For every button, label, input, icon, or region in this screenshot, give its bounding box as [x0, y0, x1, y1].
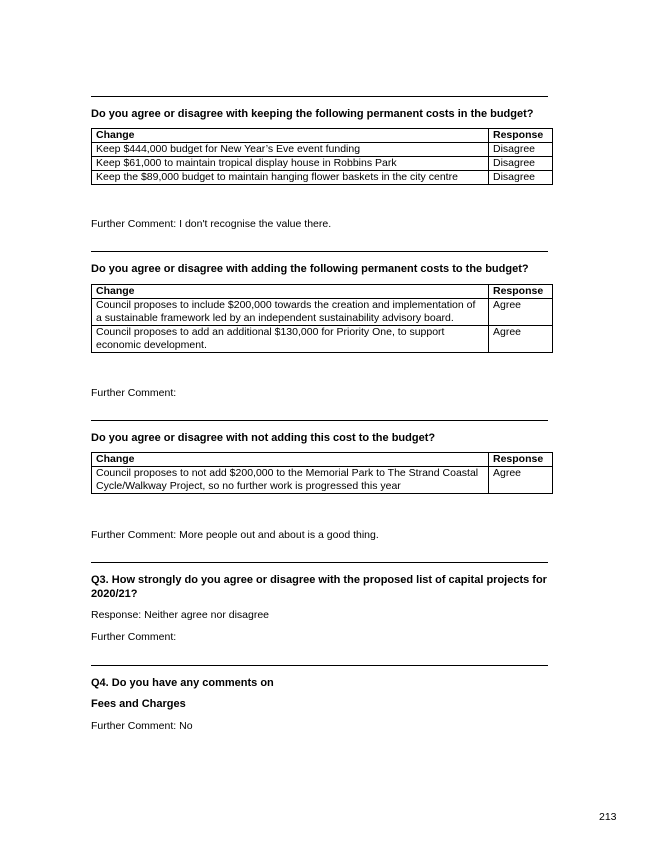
response-cell: Disagree: [489, 143, 553, 157]
further-comment: Further Comment: I don't recognise the value there.: [91, 218, 332, 230]
header-change: Change: [92, 129, 489, 143]
table-row: [92, 171, 553, 185]
change-cell: Council proposes to not add $200,000 to the Memorial Park to The Strand Coastal Cycle/Walkway Project, so no further work is progressed this year: [92, 467, 489, 494]
page-number: 213: [599, 811, 617, 823]
header-response: Response: [489, 453, 553, 467]
change-cell: Council proposes to include $200,000 towards the creation and implementation of a sustainable framework led by an independent sustainability advisory board.: [92, 299, 489, 326]
header-change: Change: [92, 453, 489, 467]
change-cell: Keep $61,000 to maintain tropical display house in Robbins Park: [92, 157, 489, 171]
header-response: Response: [489, 129, 553, 143]
q3-response: Response: Neither agree nor disagree: [91, 609, 270, 621]
question-q3: Q3. How strongly do you agree or disagree with the proposed list of capital projects for 2020/21?: [91, 574, 547, 600]
divider: [91, 665, 548, 666]
table-row: [92, 143, 553, 157]
divider: [91, 96, 548, 97]
divider: [91, 420, 548, 421]
change-cell: Council proposes to add an additional $130,000 for Priority One, to support economic development.: [92, 326, 489, 353]
question-keep-costs: Do you agree or disagree with keeping the following permanent costs in the budget?: [91, 108, 534, 120]
response-cell: Disagree: [489, 171, 553, 185]
table-header-row: [92, 285, 553, 299]
further-comment: Further Comment: No: [91, 720, 193, 732]
response-cell: Agree: [489, 299, 553, 326]
change-cell: Keep the $89,000 budget to maintain hanging flower baskets in the city centre: [92, 171, 489, 185]
further-comment: Further Comment:: [91, 631, 177, 643]
response-table-keep-costs: [91, 128, 553, 185]
table-row: [92, 467, 553, 494]
table-header-row: [92, 129, 553, 143]
further-comment: Further Comment:: [91, 387, 177, 399]
table-row: [92, 326, 553, 353]
header-change: Change: [92, 285, 489, 299]
table-row: [92, 299, 553, 326]
response-table-add-costs: [91, 284, 553, 353]
q4-subheading: Fees and Charges: [91, 698, 186, 710]
table-row: [92, 157, 553, 171]
further-comment: Further Comment: More people out and about is a good thing.: [91, 529, 379, 541]
table-header-row: [92, 453, 553, 467]
divider: [91, 251, 548, 252]
response-table-not-adding-cost: [91, 452, 553, 494]
divider: [91, 562, 548, 563]
response-cell: Agree: [489, 467, 553, 494]
question-add-costs: Do you agree or disagree with adding the following permanent costs to the budget?: [91, 263, 529, 275]
response-cell: Agree: [489, 326, 553, 353]
question-q4: Q4. Do you have any comments on: [91, 677, 274, 689]
response-cell: Disagree: [489, 157, 553, 171]
change-cell: Keep $444,000 budget for New Year’s Eve event funding: [92, 143, 489, 157]
header-response: Response: [489, 285, 553, 299]
question-not-adding-cost: Do you agree or disagree with not adding this cost to the budget?: [91, 432, 436, 444]
